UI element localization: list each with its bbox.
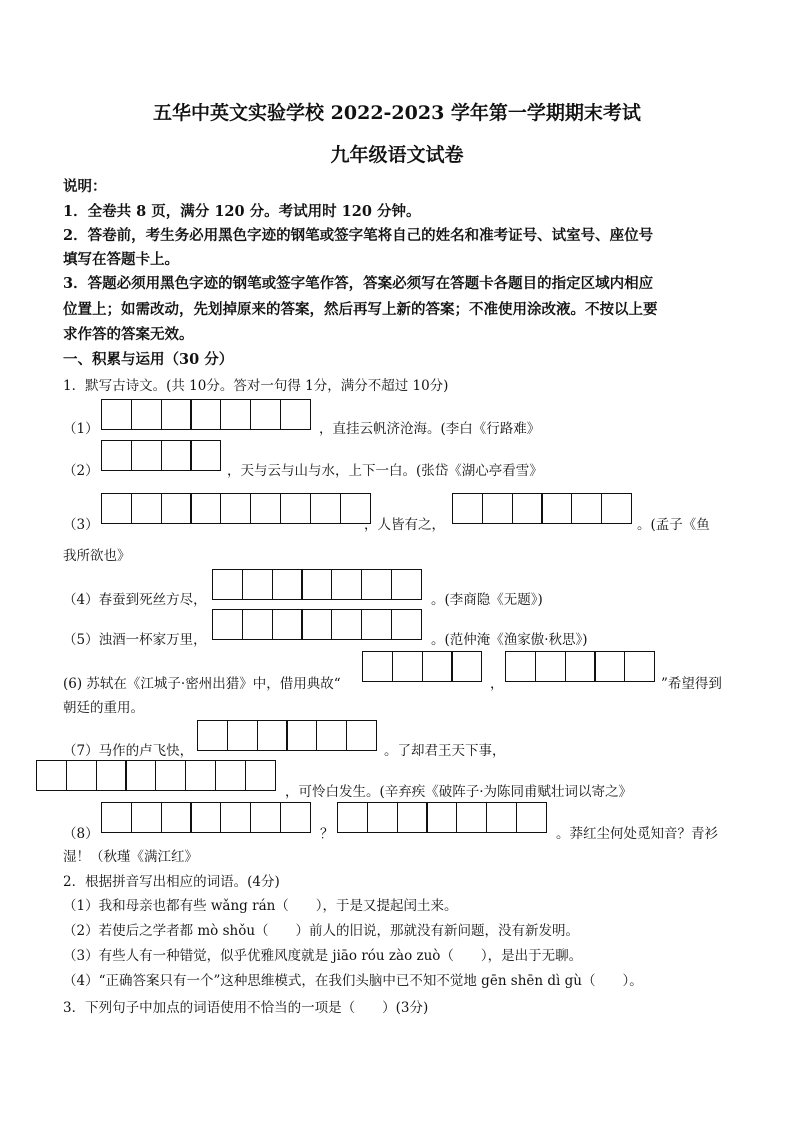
q1-p8-after: 。莽红尘何处觅知音？青衫	[556, 826, 718, 842]
q1-p3-cont: 我所欲也》	[63, 548, 131, 564]
q1-p6-prompt: (6) 苏轼在《江城子·密州出猎》中，借用典故“	[63, 676, 341, 692]
answer-boxes-7b[interactable]	[36, 760, 275, 791]
q1-p5-prompt: （5）浊酒一杯家万里，	[63, 632, 207, 648]
answer-boxes-4[interactable]	[212, 569, 421, 600]
q1-p7-source: ，可怜白发生。(辛弃疾《破阵子·为陈同甫赋壮词以寄之》	[285, 784, 633, 800]
q1-p2-source: ，天与云与山与水，上下一白。(张岱《湖心亭看雪》	[227, 463, 543, 479]
q2-line-3: （3）有些人有一种错觉，似乎优雅风度就是 jiāo róu zào zuò（ ），是出于无聊。	[63, 948, 583, 964]
answer-boxes-6b[interactable]	[505, 651, 654, 682]
q3-stem: 3．下列句子中加点的词语使用不恰当的一项是（ ）(3分)	[63, 1000, 429, 1016]
answer-boxes-2[interactable]	[101, 440, 220, 471]
q1-p2-num: （2）	[63, 463, 99, 479]
instruction-3c: 求作答的答案无效。	[63, 326, 194, 343]
q1-p1-source: ，直挂云帆济沧海。(李白《行路难》	[319, 421, 541, 437]
q1-p8-cont: 湿！（秋瑾《满江红》	[63, 849, 198, 865]
q1-p5-source: 。(范仲淹《渔家傲·秋思》)	[431, 632, 588, 648]
q2-line-4: （4）“正确答案只有一个”这种思维模式，在我们头脑中已不知不觉地 gēn shēn dì gù（ ）。	[63, 973, 643, 989]
q1-p7-prompt: （7）马作的卢飞快，	[63, 743, 194, 759]
q1-p3-mid: ，人皆有之，	[364, 517, 445, 533]
q1-stem: 1．默写古诗文。(共 10分。答对一句得 1分，满分不超过 10分)	[63, 378, 449, 394]
q2-stem: 2．根据拼音写出相应的词语。(4分)	[63, 874, 280, 890]
answer-boxes-3b[interactable]	[452, 493, 631, 524]
q1-p7-mid: 。了却君王天下事，	[384, 743, 506, 759]
instructions-header: 说明：	[63, 178, 107, 195]
q2-line-2: （2）若使后之学者都 mò shǒu（ ）前人的旧说，那就没有新问题，没有新发明。	[63, 923, 580, 939]
exam-subtitle: 九年级语文试卷	[330, 144, 464, 166]
instruction-3a: 3．答题必须用黑色字迹的钢笔或签字笔作答，答案必须写在答题卡各题目的指定区域内相应	[63, 275, 654, 292]
answer-boxes-8b[interactable]	[337, 802, 546, 833]
q2-line-1: （1）我和母亲也都有些 wǎng rán（ ），于是又提起闰土来。	[63, 898, 458, 914]
q1-p4-source: 。(李商隐《无题》)	[431, 592, 543, 608]
instruction-3b: 位置上；如需改动，先划掉原来的答案，然后再写上新的答案；不准使用涂改液。不按以上要	[63, 301, 658, 318]
q1-p1-num: （1）	[63, 421, 99, 437]
q1-p3-num: （3）	[63, 517, 99, 533]
q1-p8-mid: ？	[320, 826, 334, 842]
q1-p6-cont: 朝廷的重用。	[63, 700, 144, 716]
section-heading: 一、积累与运用（30 分）	[63, 351, 234, 368]
instruction-2b: 填写在答题卡上。	[63, 251, 179, 268]
answer-boxes-5[interactable]	[212, 609, 421, 640]
answer-boxes-6a[interactable]	[362, 651, 481, 682]
answer-boxes-7a[interactable]	[197, 720, 376, 751]
instruction-1: 1．全卷共 8 页，满分 120 分。考试用时 120 分钟。	[63, 203, 421, 220]
q1-p3-source: 。(孟子《鱼	[637, 517, 710, 533]
exam-title: 五华中英文实验学校 2022-2023 学年第一学期期末考试	[153, 102, 641, 124]
q1-p6-after: ”希望得到	[661, 676, 722, 692]
q1-p6-mid: ，	[490, 676, 504, 692]
answer-boxes-1[interactable]	[101, 399, 310, 430]
answer-boxes-8a[interactable]	[101, 802, 310, 833]
instruction-2a: 2．答卷前，考生务必用黑色字迹的钢笔或签字笔将自己的姓名和准考证号、试室号、座位号	[63, 227, 654, 244]
q1-p4-prompt: （4）春蚕到死丝方尽，	[63, 592, 207, 608]
q1-p8-num: （8）	[63, 826, 99, 842]
answer-boxes-3a[interactable]	[101, 493, 369, 524]
